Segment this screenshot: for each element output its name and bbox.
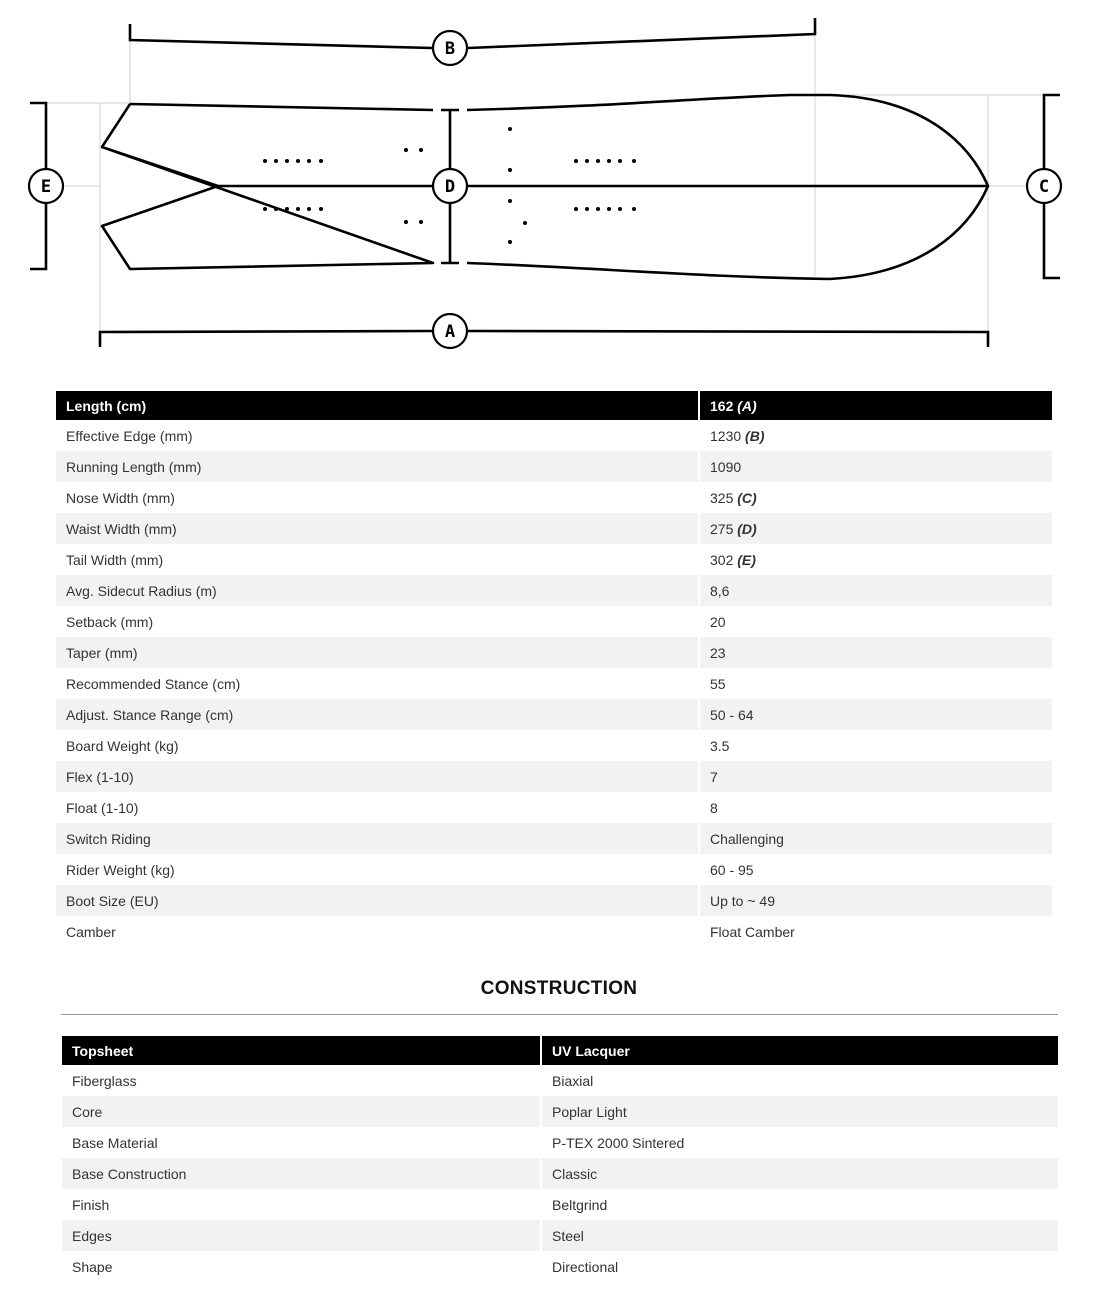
spec-label: Camber <box>66 923 116 940</box>
spec-value: 20 <box>699 606 1052 637</box>
spec-row <box>56 575 1052 606</box>
spec-label: Float (1-10) <box>66 799 139 816</box>
spec-row <box>56 482 1052 513</box>
spec-row <box>56 544 1052 575</box>
spec-value: 1230 (B) <box>699 420 1052 451</box>
construction-value: P-TEX 2000 Sintered <box>541 1127 1058 1158</box>
spec-value: 8,6 <box>699 575 1052 606</box>
construction-label: Fiberglass <box>72 1072 137 1089</box>
spec-value: 302 (E) <box>699 544 1052 575</box>
spec-row <box>56 854 1052 885</box>
spec-label: Waist Width (mm) <box>56 513 699 544</box>
spec-key: (C) <box>737 489 757 506</box>
construction-value: Beltgrind <box>541 1189 1058 1220</box>
construction-row <box>62 1220 1058 1251</box>
dimension-label-d <box>433 169 467 203</box>
spec-label: Effective Edge (mm) <box>66 427 193 444</box>
svg-text:E: E <box>40 177 52 197</box>
construction-row <box>62 1127 1058 1158</box>
spec-row <box>56 761 1052 792</box>
construction-row <box>62 1096 1058 1127</box>
construction-row <box>62 1065 1058 1096</box>
dimension-label-e <box>29 169 63 203</box>
construction-row <box>62 1189 1058 1220</box>
spec-label: Setback (mm) <box>66 613 154 630</box>
construction-label: Core <box>62 1096 541 1127</box>
dimension-a-bracket <box>100 331 988 347</box>
spec-row <box>56 420 1052 451</box>
dimension-label-c <box>1027 169 1061 203</box>
svg-text:D: D <box>444 177 456 197</box>
spec-value: Float Camber <box>699 916 1052 947</box>
specs-table <box>56 391 1052 947</box>
spec-key: (D) <box>737 520 757 537</box>
spec-label: Running Length (mm) <box>56 451 699 482</box>
spec-value: 325 (C) <box>699 482 1052 513</box>
spec-row <box>56 792 1052 823</box>
spec-label: Taper (mm) <box>56 637 699 668</box>
spec-key: (A) <box>737 397 757 414</box>
construction-label: Shape <box>72 1258 113 1275</box>
spec-label: Boot Size (EU) <box>56 885 699 916</box>
spec-key: (E) <box>737 551 756 568</box>
spec-value: Up to ~ 49 <box>699 885 1052 916</box>
construction-value: Poplar Light <box>541 1096 1058 1127</box>
spec-value: 7 <box>699 761 1052 792</box>
spec-value: 275 (D) <box>699 513 1052 544</box>
construction-label: Finish <box>72 1196 110 1213</box>
construction-label: Edges <box>62 1220 541 1251</box>
spec-value: 3.5 <box>699 730 1052 761</box>
construction-label: Topsheet <box>62 1036 541 1065</box>
construction-table <box>62 1036 1058 1282</box>
spec-row <box>56 606 1052 637</box>
svg-text:C: C <box>1038 177 1050 197</box>
spec-value: 23 <box>699 637 1052 668</box>
spec-label: Recommended Stance (cm) <box>66 675 241 692</box>
construction-row <box>62 1251 1058 1282</box>
construction-value: Steel <box>541 1220 1058 1251</box>
spec-label: Adjust. Stance Range (cm) <box>56 699 699 730</box>
spec-row <box>56 730 1052 761</box>
spec-row <box>56 823 1052 854</box>
spec-row <box>56 885 1052 916</box>
spec-row <box>56 637 1052 668</box>
construction-label: Base Construction <box>62 1158 541 1189</box>
construction-value: Biaxial <box>541 1065 1058 1096</box>
spec-label: Tail Width (mm) <box>66 551 164 568</box>
section-divider <box>61 1014 1058 1015</box>
spec-label: Length (cm) <box>56 391 699 420</box>
construction-value: Classic <box>541 1158 1058 1189</box>
specs-header-row <box>56 391 1052 420</box>
construction-row <box>62 1158 1058 1189</box>
dimension-label-b <box>433 31 467 65</box>
dimension-label-a <box>433 314 467 348</box>
spec-value: 1090 <box>699 451 1052 482</box>
construction-heading: CONSTRUCTION <box>480 978 638 999</box>
spec-label: Flex (1-10) <box>56 761 699 792</box>
spec-label: Board Weight (kg) <box>66 737 179 754</box>
spec-value: 8 <box>699 792 1052 823</box>
spec-label: Nose Width (mm) <box>66 489 175 506</box>
spec-value: 60 - 95 <box>699 854 1052 885</box>
spec-label: Avg. Sidecut Radius (m) <box>56 575 699 606</box>
spec-row <box>56 668 1052 699</box>
spec-value: 50 - 64 <box>699 699 1052 730</box>
construction-label: Base Material <box>72 1134 158 1151</box>
spec-row <box>56 451 1052 482</box>
spec-value: 162 (A) <box>699 391 1052 420</box>
spec-row <box>56 916 1052 947</box>
spec-row <box>56 699 1052 730</box>
construction-header-row <box>62 1036 1058 1065</box>
spec-label: Switch Riding <box>56 823 699 854</box>
svg-text:B: B <box>444 39 456 59</box>
spec-value: 55 <box>699 668 1052 699</box>
svg-text:A: A <box>444 322 456 342</box>
construction-value: UV Lacquer <box>541 1036 1058 1065</box>
spec-key: (B) <box>745 427 765 444</box>
dimension-b-bracket <box>130 18 815 48</box>
snowboard-dimension-diagram <box>0 0 1106 360</box>
construction-value: Directional <box>541 1251 1058 1282</box>
spec-value: Challenging <box>699 823 1052 854</box>
spec-label: Rider Weight (kg) <box>66 861 175 878</box>
spec-row <box>56 513 1052 544</box>
